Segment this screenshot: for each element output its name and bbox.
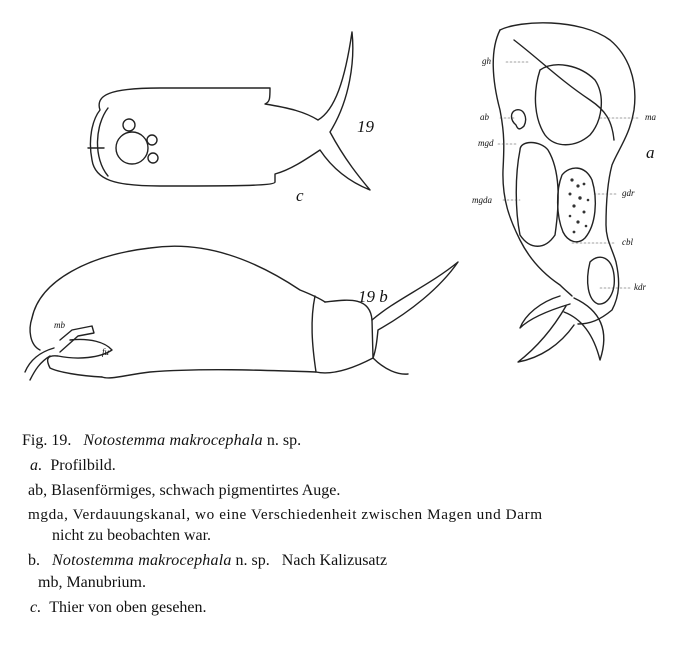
view-a-letter: a bbox=[646, 143, 655, 162]
caption-b-species: Notostemma makrocephala bbox=[52, 552, 232, 569]
caption-a-letter: a. bbox=[30, 457, 43, 474]
caption-mgda-continuation: nicht zu beobachten war. bbox=[52, 527, 212, 544]
caption-title-line bbox=[22, 433, 301, 449]
label-kdr: kdr bbox=[634, 282, 646, 292]
stippled-organ bbox=[569, 178, 590, 233]
label-ma: ma bbox=[645, 112, 656, 122]
caption-species-suffix: n. sp. bbox=[266, 432, 302, 449]
caption-ab-line: ab, Blasenförmiges, schwach pigmentirtes Auge. bbox=[28, 482, 341, 499]
caption-a-text: Profilbild. bbox=[50, 457, 116, 474]
caption-c-letter: c. bbox=[30, 599, 42, 616]
view-b-number: 19 b bbox=[358, 287, 388, 306]
caption-b-line bbox=[28, 553, 387, 569]
view-a-drawing bbox=[493, 23, 635, 362]
label-gh: gh bbox=[482, 56, 491, 66]
view-c-number: 19 bbox=[357, 117, 374, 136]
caption-b-note: Nach Kalizusatz bbox=[281, 552, 388, 569]
caption-c-line bbox=[30, 600, 207, 616]
caption-mgda-line: mgda, Verdauungskanal, wo eine Verschiedenheit zwischen Magen und Darm bbox=[28, 506, 543, 523]
view-c-drawing bbox=[88, 32, 370, 190]
caption-fig-number: Fig. 19. bbox=[22, 432, 72, 449]
figure-caption bbox=[0, 420, 700, 668]
label-ab: ab bbox=[480, 112, 489, 122]
label-mgda: mgda bbox=[472, 195, 492, 205]
caption-a-line bbox=[30, 458, 116, 474]
caption-b-suffix: n. sp. bbox=[235, 552, 270, 569]
label-cbl: cbl bbox=[622, 237, 633, 247]
view-b-drawing bbox=[25, 246, 458, 380]
label-mb: mb bbox=[54, 320, 65, 330]
label-mgd: mgd bbox=[478, 138, 494, 148]
caption-mb-line: mb, Manubrium. bbox=[38, 574, 146, 591]
label-fu: fu bbox=[102, 347, 110, 357]
label-gdr: gdr bbox=[622, 188, 635, 198]
caption-b-letter: b. bbox=[28, 552, 40, 569]
caption-c-text: Thier von oben gesehen. bbox=[49, 599, 207, 616]
view-c-letter: c bbox=[296, 186, 304, 205]
caption-species: Notostemma makrocephala bbox=[83, 432, 263, 449]
